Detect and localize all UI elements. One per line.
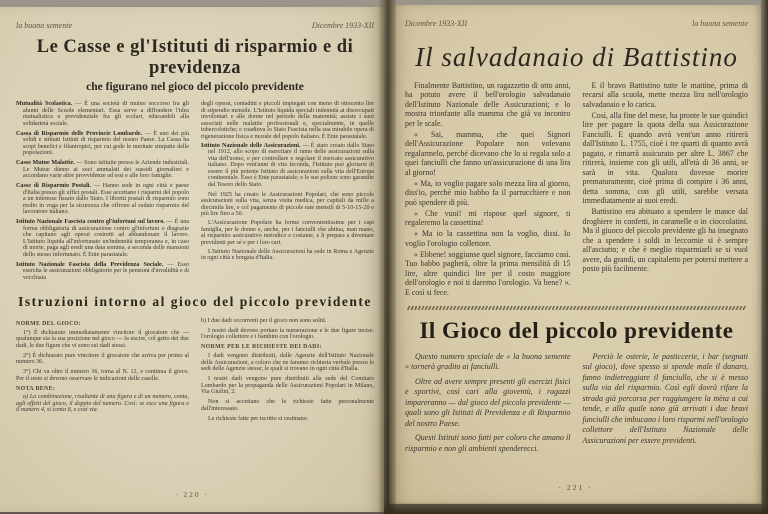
page-number: · 221 · xyxy=(558,483,593,492)
paragraph: « Che vuoi! mi rispose quel signore, ti regaleremo la cassettina! xyxy=(405,208,571,228)
paragraph: Non si accettano che le richieste fatte personalmente dall'interessato. xyxy=(201,399,374,412)
entry-text: — Esso esercita le assicurazioni obbligatorie per le pensioni d'invalidità e di vecchiaia xyxy=(23,261,189,281)
rule-item: 1°) È dichiarato immediatamente vincitore il giocatore che — qualunque sia la sua posizione nel gioco — fa uscire, col getto dei due dadi, le due figure che vi sono sui dadi stessi. xyxy=(16,329,189,349)
journal-name: la buona semente xyxy=(16,21,72,30)
entry-term: Mutualità Scolastica. xyxy=(16,101,73,107)
binding-gutter-shadow xyxy=(378,0,396,514)
entry-term: Casse di Risparmio Postali. xyxy=(16,183,91,190)
column-2 xyxy=(201,101,374,285)
entry-text: — Sono istituite presso le Aziende industriali. Le Mutue dànno ai soci ammalati dei sussidi giornalieri e accordano varie altre provvidenze ad essi e alle loro famiglie. xyxy=(23,160,189,180)
page-edge-shadow xyxy=(761,0,768,514)
entry xyxy=(16,262,189,282)
entry-text: — È una società di mutuo soccorso fra gli alunni delle Scuole elementari. Essa serve a diffondere l'idea mutualistica e previdenziale fra gli scolari, educandoli alla solidarietà sociale. xyxy=(23,101,189,127)
column-2 xyxy=(583,81,749,299)
paragraph: I dadi vengono distribuiti, dalle Agenzie dell'Istituto Nazionale delle Assicurazioni, a coloro che ne faranno richiesta verbale presso le sedi delle Agenzie stesse; le quali si trovano in ogni città d'Italia. xyxy=(201,353,374,373)
paragraph: I nostri dadi devono portare la numerazione e le due figure incise: l'orologio collettore e i bambini con l'orologio. xyxy=(201,327,374,341)
issue-date: Dicembre 1933-XII xyxy=(311,21,374,30)
note-label: NOTA BENE: xyxy=(16,385,56,392)
story-title: Il salvadanaio di Battistino xyxy=(415,42,738,72)
entry-text: — È una forma obbligatoria di assicurazione contro gl'infortuni o disgrazie che capitano agli operai costretti ad abbandonare il lavoro. L'Istituto liquida all'infortunato un'indennità temporanea e, in caso di morte, paga agli eredi una data somma, a seconda delle mansioni dello stesso infortunato. È Ente parastatale. xyxy=(23,219,189,258)
entry-term: Istituto Nazionale Fascista della Previdenza Sociale. xyxy=(16,261,164,268)
column-2 xyxy=(583,352,749,459)
requests-label: NORME PER LE RICHIESTE DEI DADI: xyxy=(201,344,322,351)
page-number: · 220 · xyxy=(175,490,209,499)
rules-label: NORME DEL GIOCO: xyxy=(16,320,82,327)
paragraph: « Ebbene! soggiunse quel signore, facciamo così. Tuo babbo pagherà, oltre la prima mensilità di 15 lire, altre quindici lire per il costo maggiore dell'orologio e noi ti daremo l'orologio. Va bene? ». E così si fece. xyxy=(405,249,571,297)
entry xyxy=(16,131,189,157)
instructions-columns xyxy=(16,318,374,426)
entry xyxy=(16,183,189,216)
note-item: b) I due dadi occorrenti per il gioco non sono soliti. xyxy=(201,317,327,324)
paragraph: « Sai, mamma, che quei Signori dell'Assicurazione Popolare non volevano regalarmelo, perché dicevano che lo si regala solo a quei fanciulli che fanno un'assicurazione di una lira al giorno! xyxy=(405,129,571,177)
entry-term: Istituto Nazionale Fascista contro gl'infortuni sul lavoro. xyxy=(16,219,165,226)
paragraph: « Ma io la cassettina non la voglio, dissi. Io voglio l'orologio collettore. xyxy=(405,229,571,248)
entry-text: — Hanno sede in ogni città e paese d'Italia presso gli uffici postali. Esse accettano i risparmi del popolo a un interesse fissato dallo Stato. I libretti postali di risparmio sono molto in voga per la sicurezza che offrono al sudato risparmio del lavoratore italiano. xyxy=(23,183,189,216)
paragraph: degli operai, contadini e piccoli impiegati con meno di ottocento lire di stipendio mensile. L'Istituto liquida speciali indennità ai disoccupati involontari e alle donne nel periodo della maternità; assiste i suoi associati nelle malattie professionali e, specialmente, in quelle tubercolotiche; e coadiuva lo Stato Fascista nella sua mirabile opera di rigenerazione fisica e morale del popolo italiano. È Ente parastatale. xyxy=(201,101,374,140)
entry-text: — È uno dei più solidi e stimati Istituti di risparmio del nostro Paese. La Cassa ha scopi benefici e filantropici, per cui gode le meritate simpatie delle popolazioni. xyxy=(23,130,189,157)
entry-term: Cassa di Risparmio delle Provincie Lombarde. xyxy=(16,130,143,137)
instructions-heading: Istruzioni intorno al gioco del piccolo previdente xyxy=(18,293,372,309)
page-header xyxy=(16,21,374,30)
entry xyxy=(16,101,189,127)
paragraph: Perciò le osterie, le pasticcerie, i bar (segnati sul gioco), dove spesso si spende male il danaro, fanno indietreggiare il fanciullo, che si è messo sulla via del risparmio. Così egli dovrà rifare la strada già percorsa per raggiungere la mèta a cui tende, e alla quale sono già arrivati i due bravi fanciulli che imbucano i loro risparmi nell'orologio collettore dell'Istituto Nazionale delle Assicurazioni per essere previdenti. xyxy=(582,351,748,446)
entry xyxy=(201,143,374,189)
rule-item: 3°) Chi va oltre il numero 36, torna al N. 12, e continua il gioco. Per il resto si devono osservare le indicazioni delle caselle. xyxy=(16,369,189,382)
left-page xyxy=(0,7,384,512)
article-title: Le Casse e gl'Istituti di risparmio e di previdenza xyxy=(36,37,354,78)
page-bottom-shadow xyxy=(384,502,768,514)
paragraph: Nel 1925 ha creato le Assicurazioni Popolari, che sono piccole assicurazioni sulla vita, senza visita medica, per capitali da mille a diecimila lire, e col pagamento di piccole rate mensili di 5-10-15-20 e più lire fino a 50. xyxy=(201,191,374,218)
rule-item: 2°) È dichiarato pure vincitore il giocatore che arriva per primo al numero 36. xyxy=(16,352,189,366)
game-columns xyxy=(405,352,748,459)
note-item: a) La combinazione, risultante di una figura e di un numero, conta, agli effetti del gioco, il doppio del numero. Così: se esce una figura e il numero 4, si conta 8, e così via. xyxy=(16,394,189,414)
paragraph: I nostri dadi vengono pure distribuiti alla sede del Comitato Lombardo per la propaganda delle Assicurazioni Popolari in Milano, Via Giulini, 2. xyxy=(201,376,374,396)
game-section-title: Il Gioco del piccolo previdente xyxy=(419,317,734,343)
wavy-divider xyxy=(407,306,746,310)
paragraph: Questo numero speciale de « la buona semente » tornerà gradito ai fanciulli. xyxy=(405,351,571,372)
paragraph: E il bravo Battistino tutte le mattine, prima di recarsi alla scuola, mette mezza lira nell'orologio salvadanaio e lo carica. xyxy=(582,81,748,109)
column-1 xyxy=(405,81,571,299)
paragraph: Battistino era abituato a spendere le mance dal droghiere in confetti, in caramelle o in cioccolatini. Ma il giuoco del piccolo previdente gli ha insegnato che a spendere i soldi in leccornie si è sempre all'asciutto; e che è meglio risparmiarli se si vuol avere, da grandi, un capitaletto per potersi mettere a posto più facilmente. xyxy=(582,207,748,274)
entry-text: — È stato creato dallo Stato nel 1912, allo scopo di esercitare il ramo delle assicurazioni sulla vita dell'uomo, e per controllare e regolare il mercato assicurativo italiano. Dopo vent'anni di vita feconda, l'Istituto può gloriarsi di essere il più potente Istituto di assicurazioni sulla vita dell'Europa continentale. Esso è Ente parastatale; e le sue polizze sono garantite dal Tesoro dello Stato. xyxy=(208,142,374,188)
entry-term: Casse Mutue Malattie. xyxy=(16,160,75,167)
journal-name: la buona semente xyxy=(692,19,748,28)
column-1 xyxy=(405,352,571,459)
instructions-column-2 xyxy=(201,318,374,426)
entry-term: Istituto Nazionale delle Assicurazioni. xyxy=(201,142,301,149)
column-1 xyxy=(16,101,189,285)
paragraph: Le richieste fatte per iscritto si cestinano. xyxy=(208,415,309,422)
article-columns xyxy=(16,101,374,285)
page-header xyxy=(405,19,748,28)
entry xyxy=(16,219,189,258)
paragraph: « Ma, io voglio pagare solo mezza lira al giorno, diss'io, perché mio babbo fa il parrucchiere e non può spendere di più. xyxy=(405,178,571,207)
paragraph: Oltre ad avere sempre presenti gli esercizi fisici e sportivi, così cari alla gioventù, i ragazzi impareranno — dal gioco del piccolo previdente — quali sono gli Istituti di Previdenza e di Risparmio del nostro Paese. xyxy=(405,376,571,428)
paragraph: Finalmente Battistino, un ragazzetto di otto anni, ha potuto avere il bell'orologio salvadanaio dell'Istituto Nazionale delle Assicurazioni; e lo mostra trionfante alla mamma che già va incontro per le scale. xyxy=(405,81,571,128)
story-columns xyxy=(405,81,748,299)
entry xyxy=(16,160,189,180)
paragraph: Questi Istituti sono fatti per coloro che amano il risparmio e non gli ambienti spenderecci. xyxy=(405,433,571,454)
paragraph: Così, alla fine del mese, ha pronte le sue quindici lire per pagare la quota della sua Assicurazione Fanciulli. E quando avrà vent'un anno ritirerà dall'Istituto L. 1755, cioè i tre quarti di quanto avrà pagato, e rimarrà assicurato per altre L. 3867 che ritirerà, insieme con gli utili, all'età di 36 anni, se sarà in vita. Qualora dovesse morire prematuramente, cioè prima di compire i 36 anni, detta somma, con gli utili, sarebbe versata immediatamente ai suoi eredi. xyxy=(582,110,748,206)
right-page xyxy=(389,5,762,504)
instructions-column-1 xyxy=(16,318,189,426)
paragraph: L'Istituto Nazionale delle Assicurazioni ha sede in Roma e Agenzie in ogni città e borgata d'Italia. xyxy=(201,248,374,262)
article-subtitle: che figurano nel gioco del piccolo previdente xyxy=(86,81,304,93)
issue-date: Dicembre 1933-XII xyxy=(405,19,468,28)
paragraph: L'Assicurazione Popolare ha forme convenientissime per i capi famiglia, per le donne e, anche, per i fanciulli che abitua, man mano, al risparmio assicurativo metodico e costante, e li prepara a diventare previdenti per sé e per i loro cari. xyxy=(201,220,374,246)
